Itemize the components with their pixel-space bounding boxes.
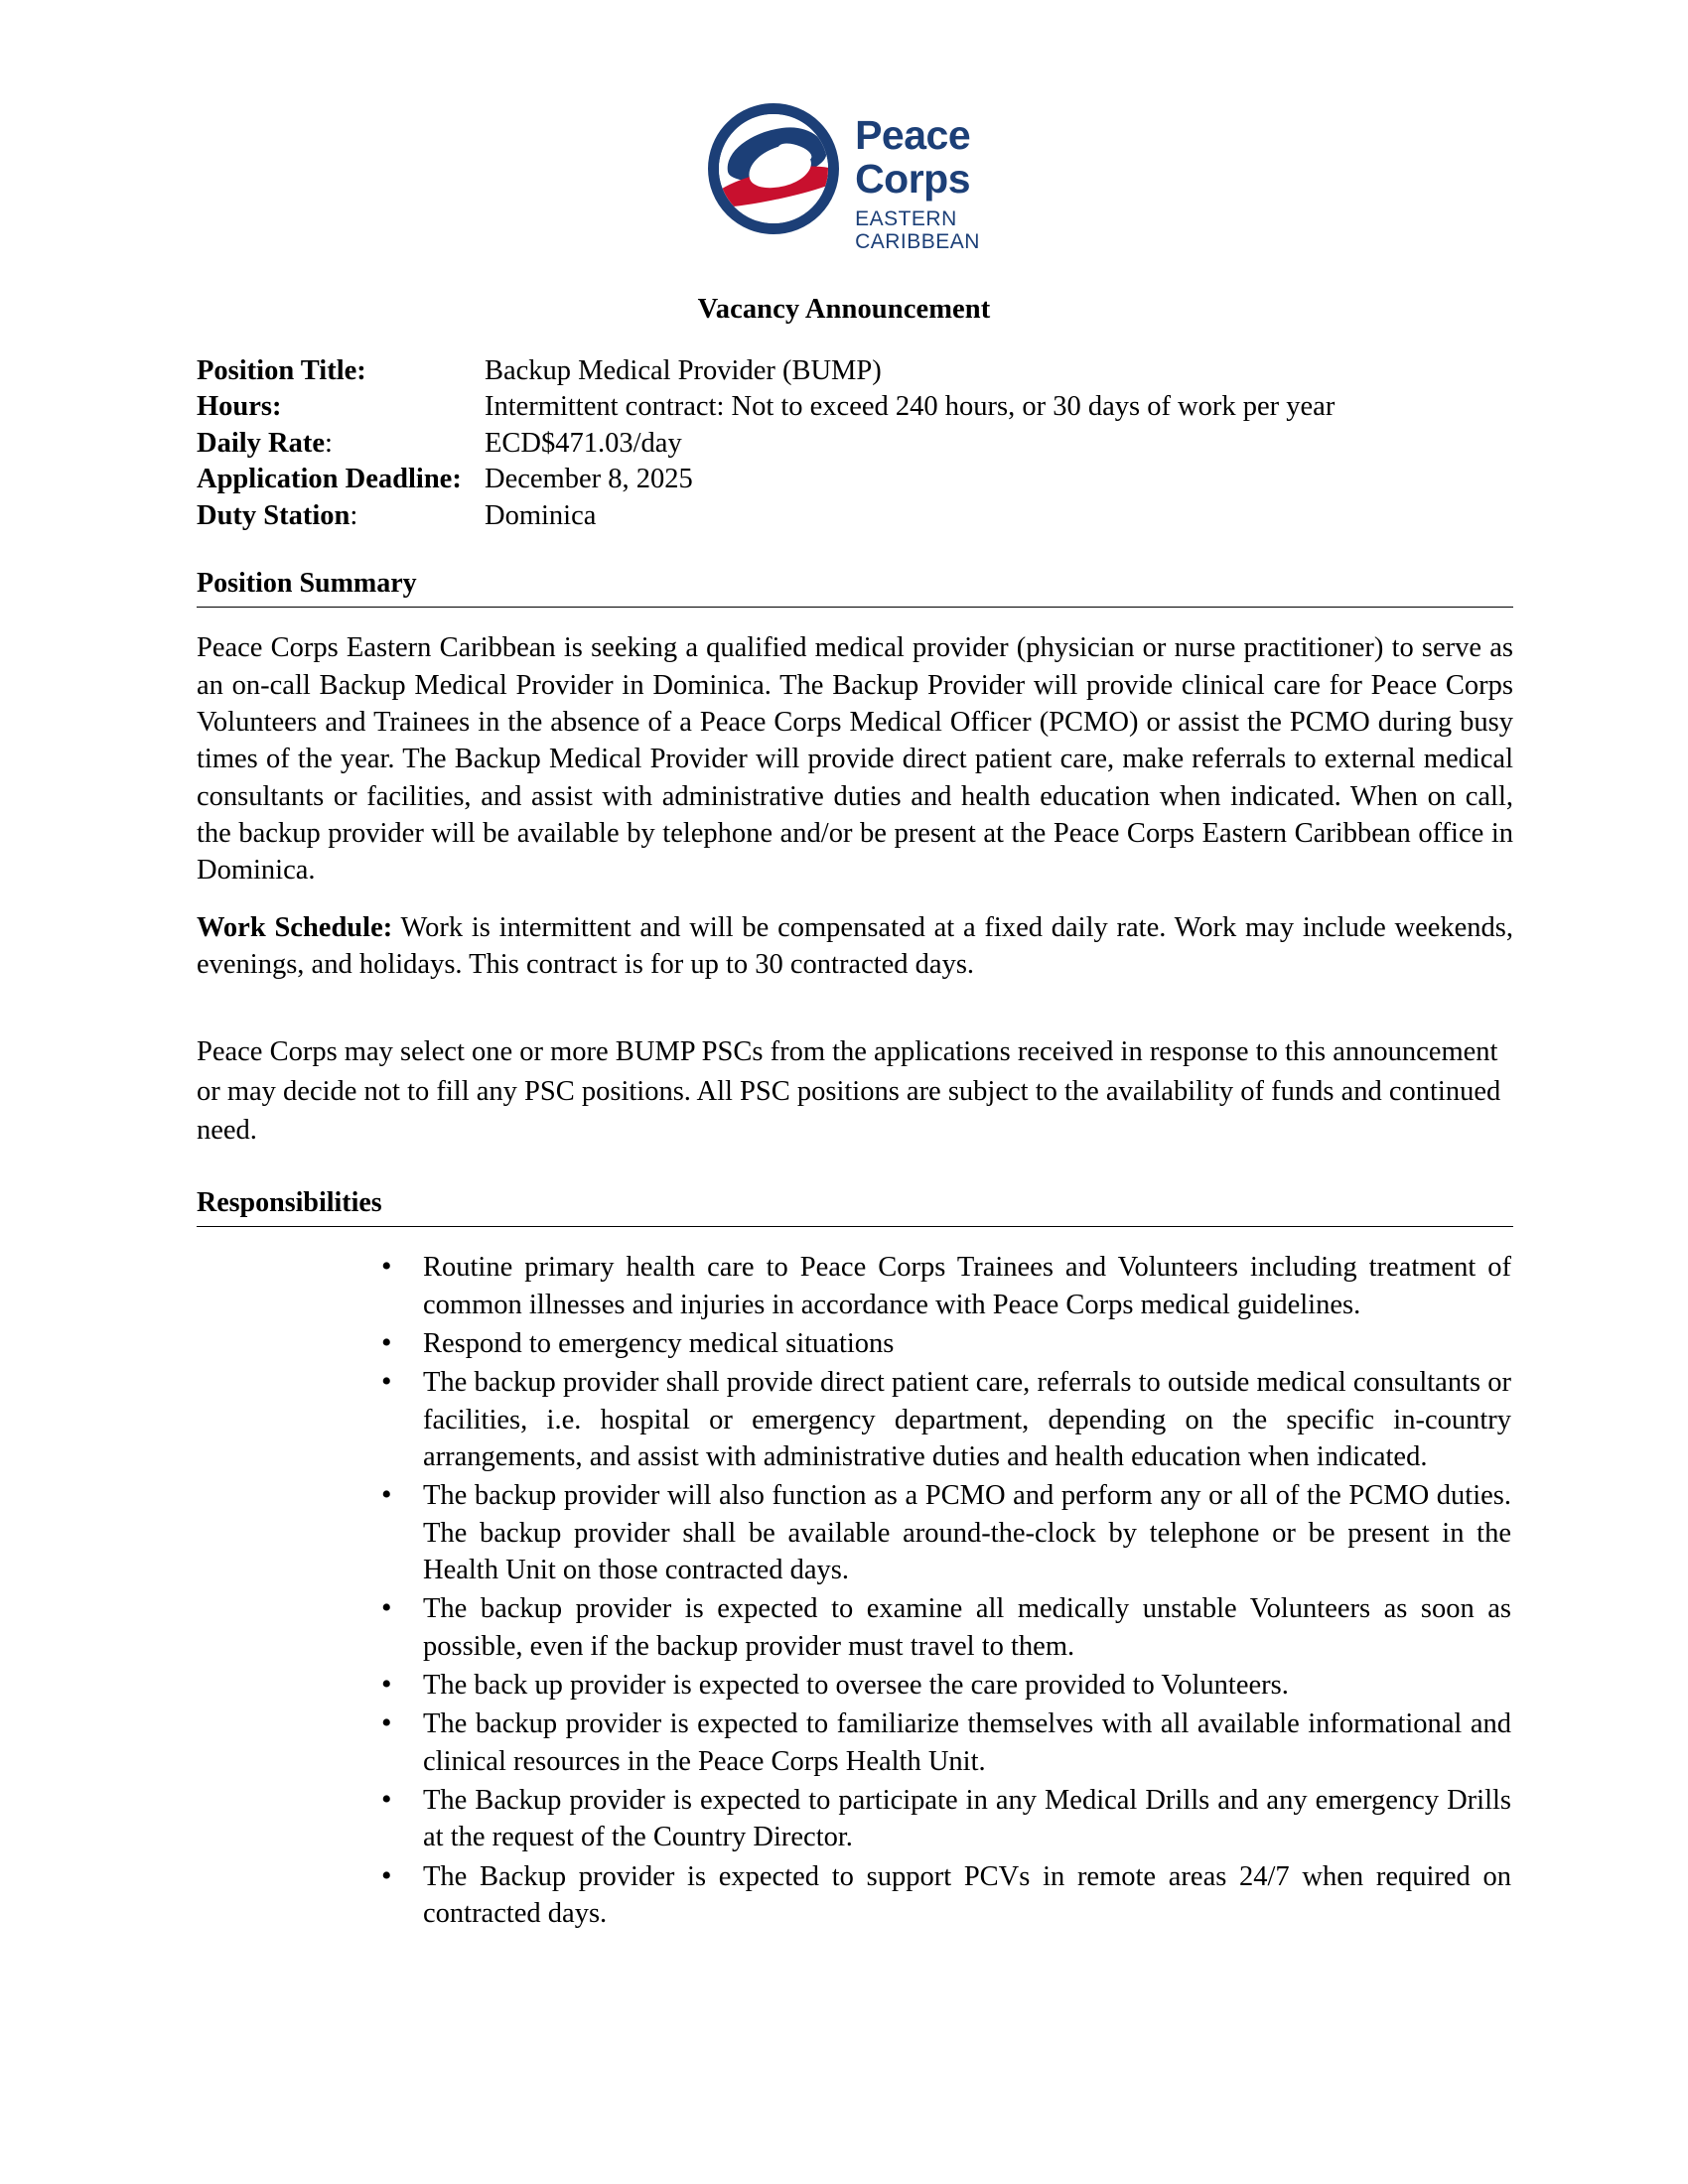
meta-row-daily-rate — [197, 426, 1513, 462]
list-item: • The back up provider is expected to oversee the care provided to Volunteers. — [423, 1667, 1513, 1704]
section-heading-position-summary: Position Summary — [197, 568, 1513, 608]
meta-label-duty-station: Duty Station: — [197, 499, 358, 531]
vacancy-meta-table — [197, 353, 1513, 534]
meta-row-application-deadline — [197, 462, 1513, 497]
page-title: Vacancy Announcement — [697, 294, 991, 325]
meta-row-hours — [197, 389, 1513, 425]
meta-label-hours: Hours: — [197, 391, 282, 423]
list-item: • The backup provider is expected to examine all medically unstable Volunteers as soon as possible, even if the backup provider must travel to them. — [423, 1590, 1513, 1665]
meta-value-application-deadline: December 8, 2025 — [485, 464, 693, 495]
meta-value-position-title: Backup Medical Provider (BUMP) — [485, 355, 882, 386]
responsibilities-list — [175, 1249, 1513, 1932]
meta-row-duty-station — [197, 498, 1513, 534]
logo-line-caribbean: CARIBBEAN — [855, 230, 980, 253]
list-item: • Respond to emergency medical situations — [423, 1325, 1513, 1362]
meta-label-application-deadline: Application Deadline: — [197, 464, 462, 495]
meta-value-daily-rate: ECD$471.03/day — [485, 427, 682, 459]
logo-block — [175, 103, 1513, 252]
psc-selection-paragraph: Peace Corps may select one or more BUMP PSCs from the applications received in response to this announcement or may decide not to fill any PSC positions. All PSC positions are subject to the availability of funds and continued need. — [197, 1036, 1501, 1146]
meta-label-daily-rate: Daily Rate: — [197, 427, 333, 459]
section-heading-responsibilities: Responsibilities — [197, 1187, 1513, 1227]
logo-line-eastern: EASTERN — [855, 207, 957, 230]
meta-value-duty-station: Dominica — [485, 499, 597, 531]
logo-line-corps: Corps — [855, 156, 971, 202]
position-summary-paragraph: Peace Corps Eastern Caribbean is seeking a qualified medical provider (physician or nurse practitioner) to serve as an on-call Backup Medical Provider in Dominica. The Backup Provider will provide clinical care for Peace Corps Volunteers and Trainees in the absence of a Peace Corps Medical Officer (PCMO) or assist the PCMO during busy times of the year. The Backup Medical Provider will provide direct patient care, make referrals to external medical consultants or facilities, and assist with administrative duties and health education when indicated. When on call, the backup provider will be available by telephone and/or be present at the Peace Corps Eastern Caribbean office in Dominica. — [197, 632, 1513, 887]
paragraph-spacer — [175, 1003, 1513, 1032]
meta-row-position-title — [197, 353, 1513, 389]
work-schedule-paragraph — [197, 909, 1513, 984]
list-item: • The backup provider shall provide direct patient care, referrals to outside medical consultants or facilities, i.e. hospital or emergency department, depending on the specific in-country arrangements, and assist with administrative duties and health education when indicated. — [423, 1364, 1513, 1475]
meta-label-position-title: Position Title: — [197, 355, 366, 386]
peace-corps-logo — [708, 103, 980, 252]
meta-value-hours: Intermittent contract: Not to exceed 240 hours, or 30 days of work per year — [485, 391, 1336, 423]
list-item: • The backup provider is expected to familiarize themselves with all available informational and clinical resources in the Peace Corps Health Unit. — [423, 1706, 1513, 1780]
peace-corps-dove-icon — [708, 103, 839, 234]
work-schedule-text: Work is intermittent and will be compensated at a fixed daily rate. Work may include weekends, evenings, and holidays. This contract is for up to 30 contracted days. — [197, 911, 1514, 980]
logo-wordmark — [855, 103, 980, 252]
list-item: • The Backup provider is expected to participate in any Medical Drills and any emergency Drills at the request of the Country Director. — [423, 1782, 1513, 1856]
list-item: • Routine primary health care to Peace Corps Trainees and Volunteers including treatment of common illnesses and injuries in accordance with Peace Corps medical guidelines. — [423, 1249, 1513, 1323]
work-schedule-label: Work Schedule: — [197, 911, 393, 943]
list-item: • The backup provider will also function as a PCMO and perform any or all of the PCMO duties. The backup provider shall be available around-the-clock by telephone or be present in the Health Unit on those contracted days. — [423, 1477, 1513, 1588]
list-item: • The Backup provider is expected to support PCVs in remote areas 24/7 when required on contracted days. — [423, 1858, 1513, 1933]
logo-line-peace: Peace — [855, 112, 971, 158]
